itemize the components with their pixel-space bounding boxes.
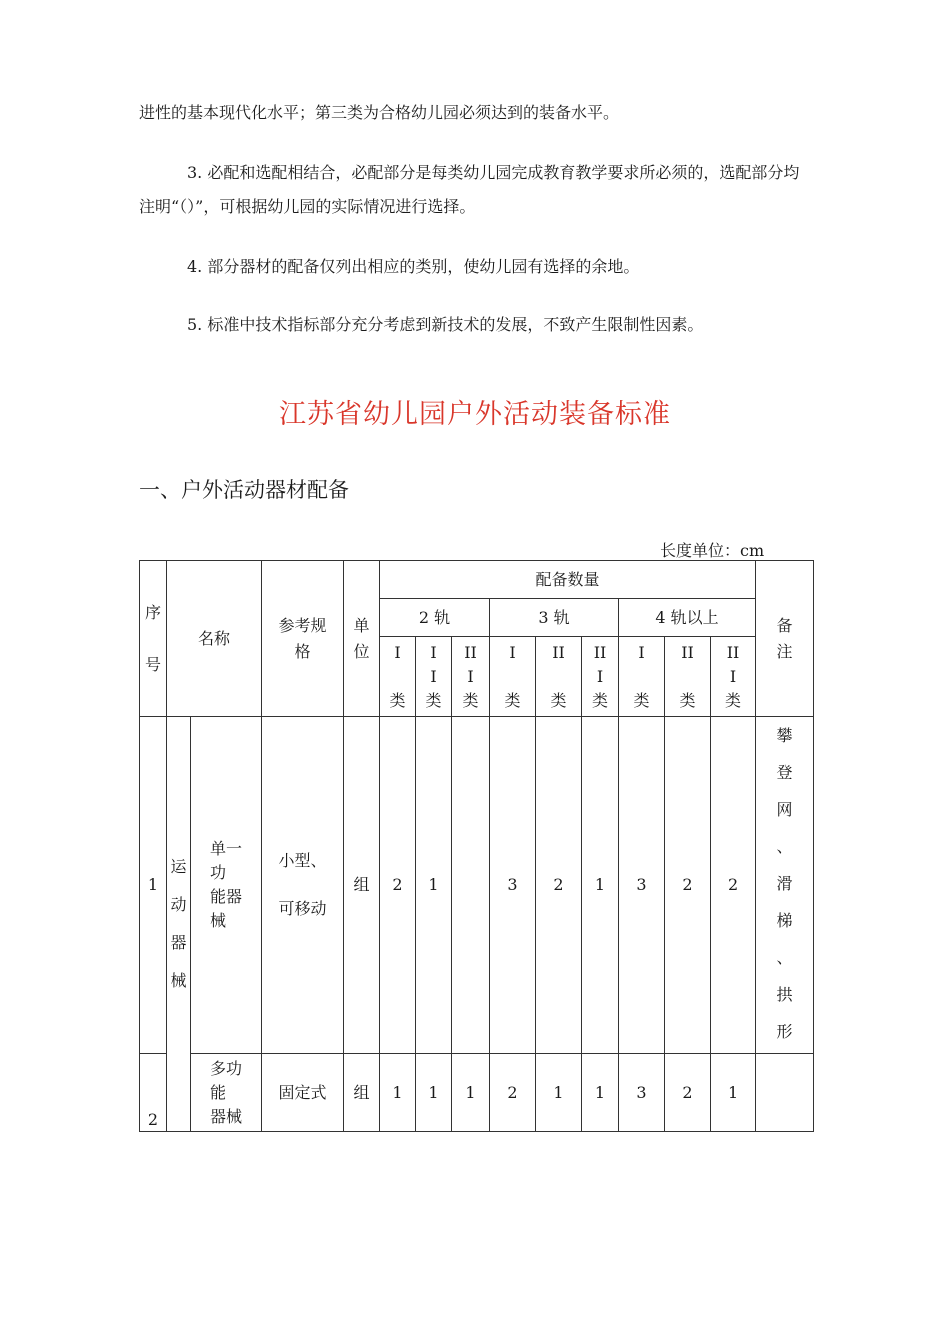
header-class: I 类 [490, 637, 536, 717]
header-quantity: 配备数量 [380, 561, 756, 599]
row-spec: 小型、 可移动 [262, 717, 344, 1054]
section-heading: 一、户外活动器材配备 [139, 478, 349, 502]
header-row-1 [140, 561, 814, 599]
header-class: II 类 [536, 637, 582, 717]
header-track-2: 2 轨 [380, 599, 490, 637]
row-value: 3 [619, 1054, 665, 1132]
row-value: 1 [452, 1054, 490, 1132]
row-value: 1 [536, 1054, 582, 1132]
row-remark: 攀 登 网 、 滑 梯 、 拱 形 [756, 717, 814, 1054]
row-value: 1 [582, 1054, 619, 1132]
header-seq: 序 号 [140, 561, 167, 717]
header-remark: 备 注 [756, 561, 814, 717]
row-value [452, 717, 490, 1054]
row-value: 1 [416, 717, 452, 1054]
row-unit: 组 [344, 717, 380, 1054]
paragraph-item-3: 3. 必配和选配相结合，必配部分是每类幼儿园完成教育教学要求所必须的，选配部分均注明“（）”，可根据幼儿园的实际情况进行选择。 [139, 163, 800, 216]
header-class: I I 类 [416, 637, 452, 717]
header-spec: 参考规 格 [262, 561, 344, 717]
row-value: 2 [490, 1054, 536, 1132]
row-unit: 组 [344, 1054, 380, 1132]
equipment-table [139, 560, 814, 1132]
header-class: I 类 [619, 637, 665, 717]
header-unit: 单 位 [344, 561, 380, 717]
row-seq: 1 [140, 717, 167, 1054]
paragraph-intro-end: 进性的基本现代化水平；第三类为合格幼儿园必须达到的装备水平。 [139, 103, 620, 122]
paragraph-item-4: 4. 部分器材的配备仅列出相应的类别，使幼儿园有选择的余地。 [187, 257, 640, 276]
header-class: II 类 [665, 637, 711, 717]
header-class: I 类 [380, 637, 416, 717]
row-value: 2 [536, 717, 582, 1054]
row-value: 1 [582, 717, 619, 1054]
row-remark [756, 1054, 814, 1132]
header-class: II I 类 [452, 637, 490, 717]
row-value: 2 [711, 717, 756, 1054]
table-row [140, 1054, 814, 1132]
row-name: 多功 能 器械 [191, 1054, 262, 1132]
group-label: 运 动 器 械 [167, 717, 191, 1132]
row-spec: 固定式 [262, 1054, 344, 1132]
row-value: 2 [380, 717, 416, 1054]
document-title: 江苏省幼儿园户外活动装备标准 [279, 399, 671, 430]
row-value: 2 [665, 717, 711, 1054]
header-track-4-plus: 4 轨以上 [619, 599, 756, 637]
header-class: II I 类 [582, 637, 619, 717]
row-value: 2 [665, 1054, 711, 1132]
paragraph-item-5: 5. 标准中技术指标部分充分考虑到新技术的发展，不致产生限制性因素。 [187, 315, 704, 334]
row-seq: 2 [140, 1054, 167, 1132]
row-value: 3 [490, 717, 536, 1054]
table-row [140, 717, 814, 1054]
row-value: 3 [619, 717, 665, 1054]
row-value: 1 [416, 1054, 452, 1132]
header-name: 名称 [167, 561, 262, 717]
unit-note: 长度单位：cm [660, 541, 765, 560]
header-track-3: 3 轨 [490, 599, 619, 637]
row-name: 单一 功 能器 械 [191, 717, 262, 1054]
row-value: 1 [380, 1054, 416, 1132]
row-value: 1 [711, 1054, 756, 1132]
header-class: II I 类 [711, 637, 756, 717]
